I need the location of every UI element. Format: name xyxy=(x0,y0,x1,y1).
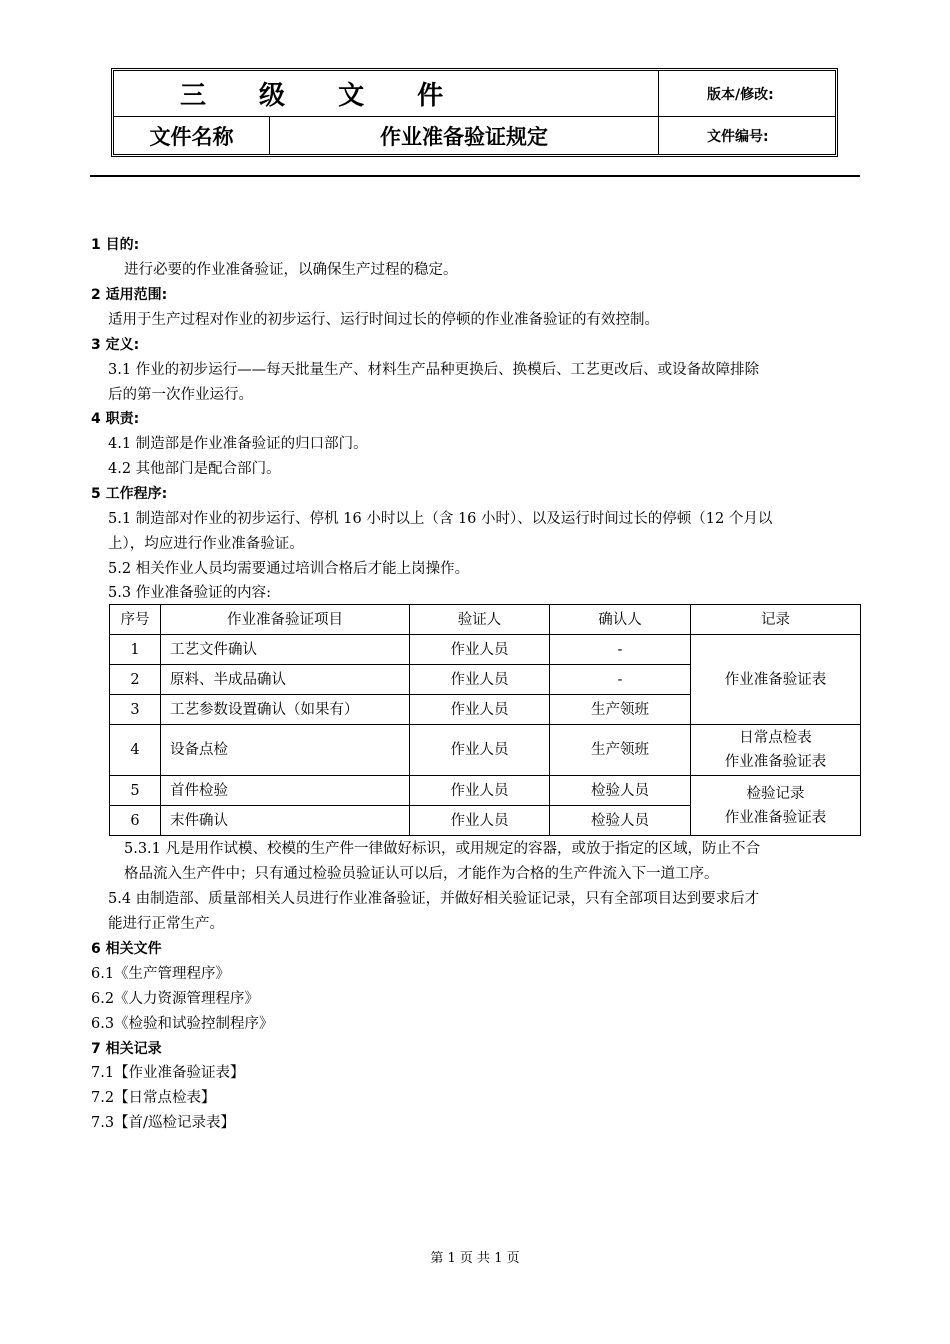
col-header-item: 作业准备验证项目 xyxy=(161,605,410,635)
header-rule xyxy=(90,175,860,177)
section-6-item-1: 6.1《生产管理程序》 xyxy=(91,966,231,982)
document-title: 作业准备验证规定 xyxy=(270,117,659,155)
section-2-text: 适用于生产过程对作业的初步运行、运行时间过长的停顿的作业准备验证的有效控制。 xyxy=(108,312,659,328)
section-6-item-2: 6.2《人力资源管理程序》 xyxy=(91,991,260,1007)
row-item: 设备点检 xyxy=(161,725,410,776)
row-no: 1 xyxy=(110,635,161,665)
row-record: 作业准备验证表 xyxy=(691,635,861,725)
section-6-item-3: 6.3《检验和试验控制程序》 xyxy=(91,1016,274,1032)
section-5-item-1b: 上），均应进行作业准备验证。 xyxy=(108,536,304,552)
row-verifier: 作业人员 xyxy=(410,635,550,665)
row-no: 4 xyxy=(110,725,161,776)
section-7-item-3: 7.3【首/巡检记录表】 xyxy=(91,1115,235,1131)
section-5-item-4a: 5.4 由制造部、质量部相关人员进行作业准备验证，并做好相关验证记录，只有全部项目达到要求后才 xyxy=(108,891,760,907)
row-item: 工艺参数设置确认（如果有） xyxy=(161,695,410,725)
row-confirmer: 生产领班 xyxy=(550,725,691,776)
row-item: 首件检验 xyxy=(161,776,410,806)
row-verifier: 作业人员 xyxy=(410,665,550,695)
section-4-title: 4 职责: xyxy=(91,411,140,427)
section-3-text-a: 3.1 作业的初步运行——每天批量生产、材料生产品种更换后、换模后、工艺更改后、或设备故障排除 xyxy=(108,362,760,378)
section-3-text-b: 后的第一次作业运行。 xyxy=(108,387,253,403)
section-7-title: 7 相关记录 xyxy=(91,1041,162,1057)
row-no: 5 xyxy=(110,776,161,806)
table-header-row xyxy=(110,605,861,635)
row-confirmer: 检验人员 xyxy=(550,776,691,806)
section-5-item-2: 5.2 相关作业人员均需要通过培训合格后才能上岗操作。 xyxy=(108,561,470,577)
row-no: 3 xyxy=(110,695,161,725)
section-5-item-4b: 能进行正常生产。 xyxy=(108,916,224,932)
row-item: 原料、半成品确认 xyxy=(161,665,410,695)
section-5-item-3-1a: 5.3.1 凡是用作试模、校模的生产件一律做好标识，或用规定的容器，或放于指定的区域，防止不合 xyxy=(124,841,760,857)
table-row xyxy=(110,776,861,806)
section-5-item-1a: 5.1 制造部对作业的初步运行、停机 16 小时以上（含 16 小时）、以及运行时间过长的停顿（12 个月以 xyxy=(108,511,773,527)
section-5-item-3: 5.3 作业准备验证的内容: xyxy=(108,585,272,601)
document-name-label: 文件名称 xyxy=(114,117,270,155)
table-row xyxy=(110,635,861,665)
section-5-title: 5 工作程序: xyxy=(91,486,168,502)
row-no: 6 xyxy=(110,806,161,836)
section-1-text: 进行必要的作业准备验证，以确保生产过程的稳定。 xyxy=(124,262,458,278)
section-6-title: 6 相关文件 xyxy=(91,941,162,957)
row-verifier: 作业人员 xyxy=(410,725,550,776)
row-record xyxy=(691,725,861,776)
row-no: 2 xyxy=(110,665,161,695)
row-verifier: 作业人员 xyxy=(410,776,550,806)
col-header-no: 序号 xyxy=(110,605,161,635)
col-header-verifier: 验证人 xyxy=(410,605,550,635)
document-header-table xyxy=(111,68,838,157)
record-line-2: 作业准备验证表 xyxy=(724,809,827,826)
section-4-item-2: 4.2 其他部门是配合部门。 xyxy=(108,461,281,477)
section-4-item-1: 4.1 制造部是作业准备验证的归口部门。 xyxy=(108,436,368,452)
section-7-item-1: 7.1【作业准备验证表】 xyxy=(91,1065,245,1081)
record-line-1: 日常点检表 xyxy=(739,730,812,746)
row-confirmer: - xyxy=(550,635,691,665)
section-7-item-2: 7.2【日常点检表】 xyxy=(91,1090,216,1106)
version-label: 版本/修改: xyxy=(707,86,774,103)
section-1-title: 1 目的: xyxy=(91,237,140,253)
row-confirmer: 检验人员 xyxy=(550,806,691,836)
col-header-record: 记录 xyxy=(691,605,861,635)
record-line-2: 作业准备验证表 xyxy=(724,754,827,770)
verification-table xyxy=(109,604,861,836)
document-number-label: 文件编号: xyxy=(707,129,769,145)
section-3-title: 3 定义: xyxy=(91,337,140,353)
section-2-title: 2 适用范围: xyxy=(91,287,168,303)
row-confirmer: 生产领班 xyxy=(550,695,691,725)
record-line-1: 检验记录 xyxy=(746,785,805,802)
row-record xyxy=(691,776,861,836)
table-row xyxy=(110,725,861,776)
section-5-item-3-1b: 格品流入生产件中；只有通过检验员验证认可以后，才能作为合格的生产件流入下一道工序。 xyxy=(124,866,719,882)
page-footer: 第 1 页 共 1 页 xyxy=(430,1251,520,1266)
row-verifier: 作业人员 xyxy=(410,695,550,725)
col-header-confirmer: 确认人 xyxy=(550,605,691,635)
row-item: 工艺文件确认 xyxy=(161,635,410,665)
row-verifier: 作业人员 xyxy=(410,806,550,836)
row-confirmer: - xyxy=(550,665,691,695)
row-item: 末件确认 xyxy=(161,806,410,836)
document-level: 三 级 文 件 xyxy=(114,71,659,116)
